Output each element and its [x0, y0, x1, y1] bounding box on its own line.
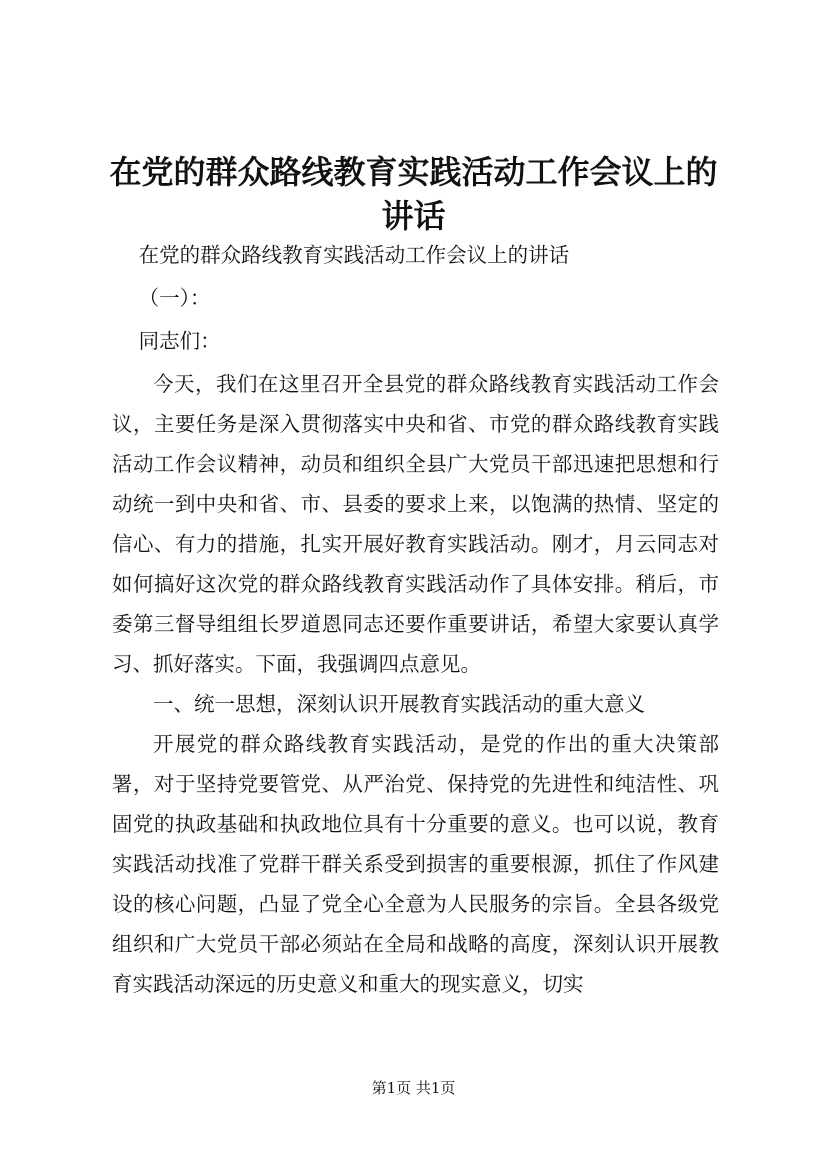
section-marker: （一）： — [138, 286, 211, 310]
document-body — [112, 235, 719, 1004]
body-paragraph: 今天，我们在这里召开全县党的群众路线教育实践活动工作会议，主要任务是深入贯彻落实中央和省、市党的群众路线教育实践活动工作会议精神，动员和组织全县广大党员干部迅速把思想和行动统一到中央和省、市、县委的要求上来，以饱满的热情、坚定的信心、有力的措施，扎实开展好教育实践活动。刚才，月云同志对如何搞好这次党的群众路线教育实践活动作了具体安排。稍后，市委第三督导组组长罗道恩同志还要作重要讲话，希望大家要认真学习、抓好落实。下面，我强调四点意见。 — [112, 372, 719, 676]
document-title: 在党的群众路线教育实践活动工作会议上的讲话 — [109, 153, 718, 235]
subtitle-paragraph: 在党的群众路线教育实践活动工作会议上的讲话 — [138, 243, 570, 267]
section-heading: 一、统一思想，深刻认识开展教育实践活动的重大意义 — [153, 692, 645, 716]
page-footer: 第1页 共1页 — [371, 1079, 456, 1097]
salutation: 同志们： — [138, 329, 221, 353]
body-paragraph: 开展党的群众路线教育实践活动，是党的作出的重大决策部署，对于坚持党要管党、从严治党、保持党的先进性和纯洁性、巩固党的执政基础和执政地位具有十分重要的意义。也可以说，教育实践活动找准了党群干群关系受到损害的重要根源，抓住了作风建设的核心问题，凸显了党全心全意为人民服务的宗旨。全县各级党组织和广大党员干部必须站在全局和战略的高度，深刻认识开展教育实践活动深远的历史意义和重大的现实意义，切实 — [112, 732, 719, 996]
